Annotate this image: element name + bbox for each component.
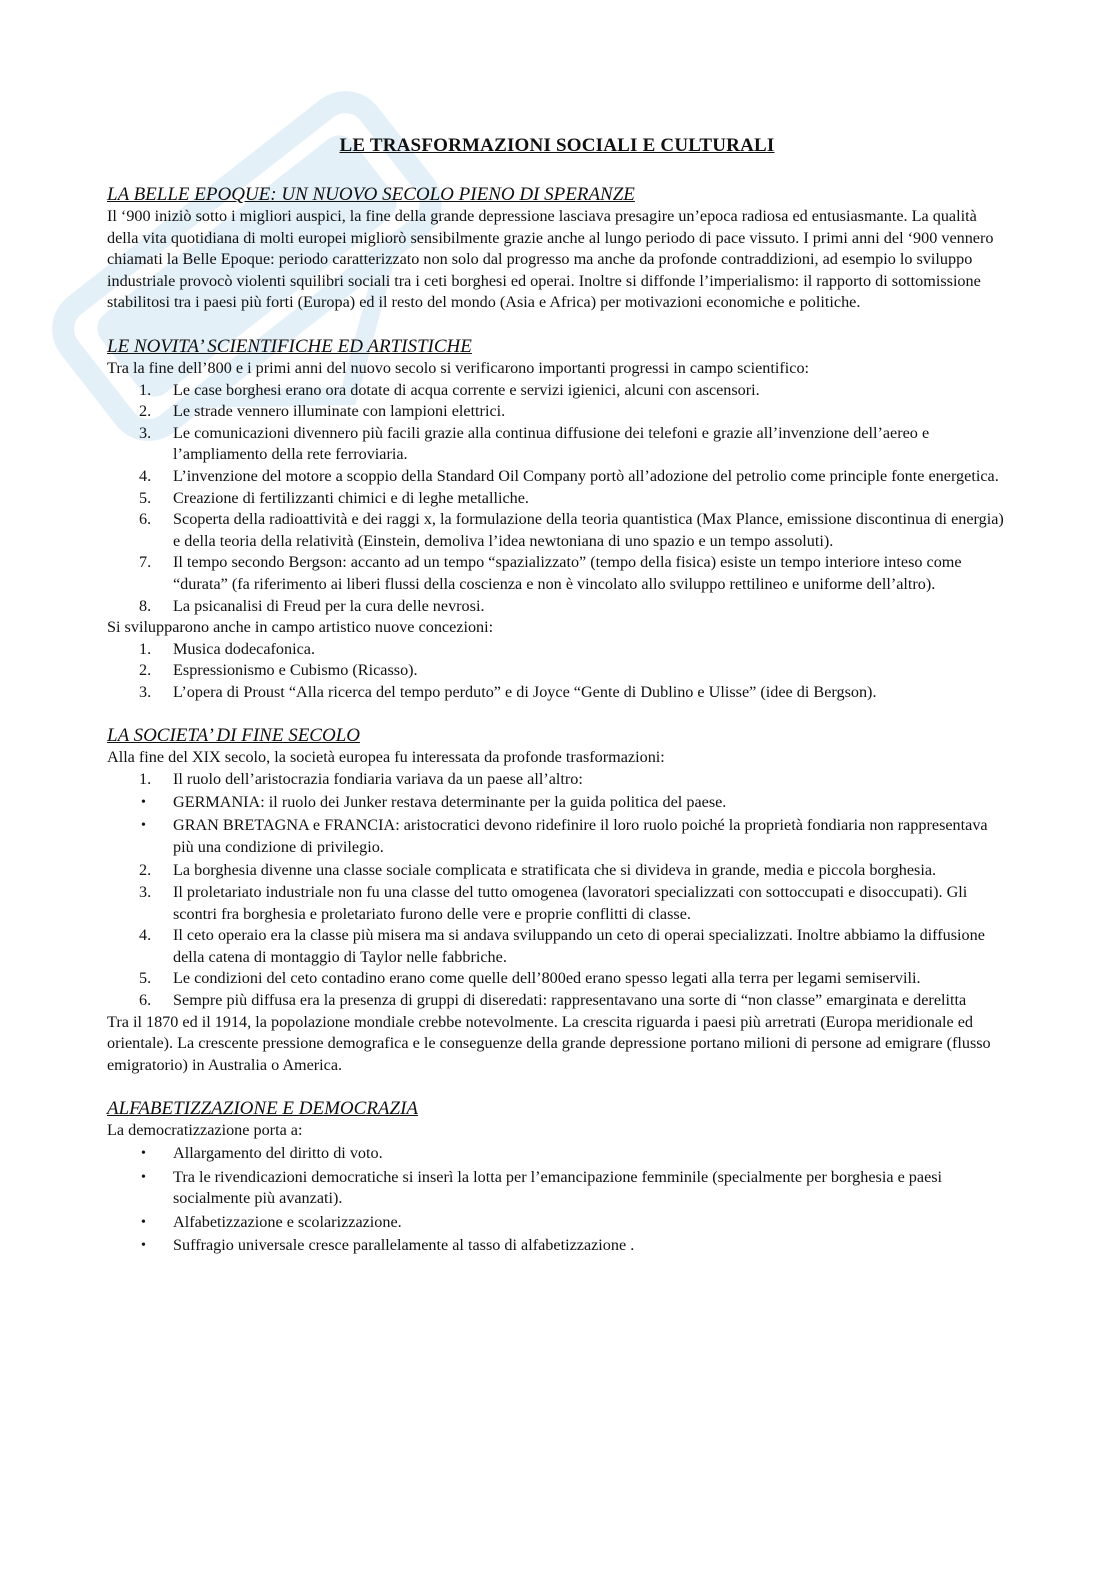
- bullet-icon: •: [141, 1238, 146, 1254]
- section-paragraph: Il ‘900 iniziò sotto i migliori auspici, la fine della grande depressione lasciava presagire un’epoca radiosa ed entusiasmante. La qualità della vita quotidiana di molti europei migliorò sensibilmente grazie anche al lungo periodo di pace vissuto. I primi anni del ‘900 vennero chiamati la Belle Epoque: periodo caratterizzato non solo dal progresso ma anche da profonde contraddizioni, ad esempio lo sviluppo industriale provocò violenti squilibri sociali tra i ceti borghesi ed operai. Inoltre si diffonde l’imperialismo: il rapporto di sottomissione stabilitosi tra i paesi più forti (Europa) ed il resto del mondo (Asia e Africa) per motivazioni economiche e politiche.: [107, 207, 994, 312]
- list-item: [107, 968, 1007, 990]
- list-item: [107, 990, 1007, 1012]
- list-number: 8.: [139, 596, 152, 615]
- list-item: [107, 860, 1007, 882]
- list-item-text: Suffragio universale cresce parallelamente al tasso di alfabetizzazione .: [173, 1236, 635, 1255]
- bullet-icon: •: [141, 794, 146, 810]
- bullet-list: [107, 1143, 1007, 1257]
- document-page: [107, 130, 1007, 1279]
- list-number: 7.: [139, 553, 152, 572]
- page-title: LE TRASFORMAZIONI SOCIALI E CULTURALI: [339, 135, 775, 156]
- list-item: [107, 815, 1007, 858]
- list-item: [107, 466, 1007, 488]
- bullet-icon: •: [141, 1169, 146, 1185]
- list-item-text: Allargamento del diritto di voto.: [173, 1143, 383, 1162]
- list-number: 3.: [139, 883, 152, 902]
- section-heading: LA SOCIETA’ DI FINE SECOLO: [107, 725, 360, 747]
- section-novita-scientifiche: [107, 336, 1007, 704]
- list-item-text: GRAN BRETAGNA e FRANCIA: aristocratici devono ridefinire il loro ruolo poiché la proprietà fondiaria non rappresentava più una condizione di privilegio.: [173, 816, 988, 856]
- list-item: [107, 682, 1007, 704]
- list-number: 4.: [139, 466, 152, 485]
- list-item: [107, 552, 1007, 595]
- bullet-icon: •: [141, 1214, 146, 1230]
- list-item-text: Il tempo secondo Bergson: accanto ad un tempo “spazializzato” (tempo della fisica) esiste un tempo interiore inteso come “durata” (fa riferimento ai liberi flussi della coscienza e non è vincolato allo sviluppo rettilineo e uniforme dell’altro).: [173, 553, 962, 593]
- section-heading: LE NOVITA’ SCIENTIFICHE ED ARTISTICHE: [107, 335, 472, 357]
- list-item: [107, 488, 1007, 510]
- list-item-text: Il ruolo dell’aristocrazia fondiaria variava da un paese all’altro:: [173, 770, 583, 789]
- list-number: 6.: [139, 991, 152, 1009]
- section-intro: Tra la fine dell’800 e i primi anni del nuovo secolo si verificarono importanti progressi in campo scientifico:: [107, 358, 810, 377]
- list-item: [107, 423, 1007, 466]
- list-item: [107, 925, 1007, 968]
- list-item-text: Espressionismo e Cubismo (Ricasso).: [173, 661, 418, 680]
- list-item-text: L’opera di Proust “Alla ricerca del tempo perduto” e di Joyce “Gente di Dublino e Ulisse” (idee di Bergson).: [173, 682, 877, 701]
- list-item: [107, 1235, 1007, 1257]
- list-item-text: Alfabetizzazione e scolarizzazione.: [173, 1212, 402, 1231]
- bullet-icon: •: [141, 1145, 146, 1161]
- section-alfabetizzazione: [107, 1098, 1007, 1257]
- list-item: [107, 1143, 1007, 1165]
- list-item: [107, 769, 1007, 791]
- list-number: 6.: [139, 510, 152, 529]
- list-item: [107, 380, 1007, 402]
- list-number: 5.: [139, 488, 152, 507]
- list-item-text: Le case borghesi erano ora dotate di acqua corrente e servizi igienici, alcuni con ascensori.: [173, 380, 760, 399]
- list-item-text: La borghesia divenne una classe sociale complicata e stratificata che si divideva in grande, media e piccola borghesia.: [173, 861, 937, 880]
- mixed-list: [107, 769, 1007, 1012]
- list-item: [107, 660, 1007, 682]
- section-intro-2: Si svilupparono anche in campo artistico nuove concezioni:: [107, 618, 494, 637]
- section-heading: ALFABETIZZAZIONE E DEMOCRAZIA: [107, 1098, 419, 1120]
- list-item: [107, 639, 1007, 661]
- list-item-text: Le strade vennero illuminate con lampioni elettrici.: [173, 402, 506, 421]
- list-item-text: La psicanalisi di Freud per la cura delle nevrosi.: [173, 596, 485, 615]
- list-item: [107, 1212, 1007, 1234]
- list-number: 2.: [139, 661, 152, 680]
- numbered-list: [107, 380, 1007, 618]
- list-item-text: Il proletariato industriale non fu una classe del tutto omogenea (lavoratori specializzati con sottoccupati e disoccupati). Gli scontri fra borghesia e proletariato furono delle vere e proprie conflitti di classe.: [173, 883, 968, 923]
- list-item-text: Musica dodecafonica.: [173, 639, 316, 658]
- list-number: 2.: [139, 402, 152, 421]
- section-societa-fine-secolo: [107, 725, 1007, 1076]
- list-item-text: Sempre più diffusa era la presenza di gruppi di diseredati: rappresentavano una sorte di “non classe” emarginata e derelitta: [173, 991, 967, 1009]
- list-number: 1.: [139, 770, 152, 789]
- section-intro: La democratizzazione porta a:: [107, 1121, 303, 1140]
- list-item-text: GERMANIA: il ruolo dei Junker restava determinante per la guida politica del paese.: [173, 792, 727, 811]
- list-number: 2.: [139, 861, 152, 880]
- list-number: 3.: [139, 423, 152, 442]
- list-item: [107, 509, 1007, 552]
- list-number: 5.: [139, 969, 152, 988]
- list-item: [107, 1167, 1007, 1210]
- list-number: 1.: [139, 380, 152, 399]
- list-number: 3.: [139, 682, 152, 701]
- list-number: 1.: [139, 639, 152, 658]
- list-item-text: Le condizioni del ceto contadino erano come quelle dell’800ed erano spesso legati alla terra per legami semiservili.: [173, 969, 921, 988]
- list-item-text: Scoperta della radioattività e dei raggi x, la formulazione della teoria quantistica (Max Plance, emissione discontinua di energia) e della teoria della relatività (Einstein, demoliva l’idea newtoniana di uno spazio e un tempo assoluti).: [173, 510, 1004, 550]
- list-item-text: Tra le rivendicazioni democratiche si inserì la lotta per l’emancipazione femminile (specialmente per borghesia e paesi socialmente più avanzati).: [173, 1167, 943, 1208]
- section-heading: LA BELLE EPOQUE: UN NUOVO SECOLO PIENO DI SPERANZE: [107, 184, 635, 205]
- section-intro: Alla fine del XIX secolo, la società europea fu interessata da profonde trasformazioni:: [107, 748, 665, 767]
- list-item: [107, 882, 1007, 925]
- section-belle-epoque: [107, 184, 1007, 314]
- bullet-icon: •: [141, 818, 146, 834]
- list-item: [107, 401, 1007, 423]
- list-number: 4.: [139, 926, 152, 945]
- numbered-list: [107, 639, 1007, 704]
- list-item: [107, 596, 1007, 618]
- list-item: [107, 792, 1007, 814]
- list-item-text: Il ceto operaio era la classe più misera ma si andava sviluppando un ceto di operai specializzati. Inoltre abbiamo la diffusione della catena di montaggio di Taylor nelle fabbriche.: [173, 926, 985, 966]
- list-item-text: L’invenzione del motore a scoppio della Standard Oil Company portò all’adozione del petrolio come principle fonte energetica.: [173, 466, 999, 485]
- list-item-text: Creazione di fertilizzanti chimici e di leghe metalliche.: [173, 488, 529, 507]
- section-outro: Tra il 1870 ed il 1914, la popolazione mondiale crebbe notevolmente. La crescita riguarda i paesi più arretrati (Europa meridionale ed orientale). La crescente pressione demografica e le conseguenze della grande depressione portano milioni di persone ad emigrare (flusso emigratorio) in Australia o America.: [107, 1012, 991, 1074]
- list-item-text: Le comunicazioni divennero più facili grazie alla continua diffusione dei telefoni e grazie all’invenzione dell’aereo e l’ampliamento della rete ferroviaria.: [173, 423, 930, 464]
